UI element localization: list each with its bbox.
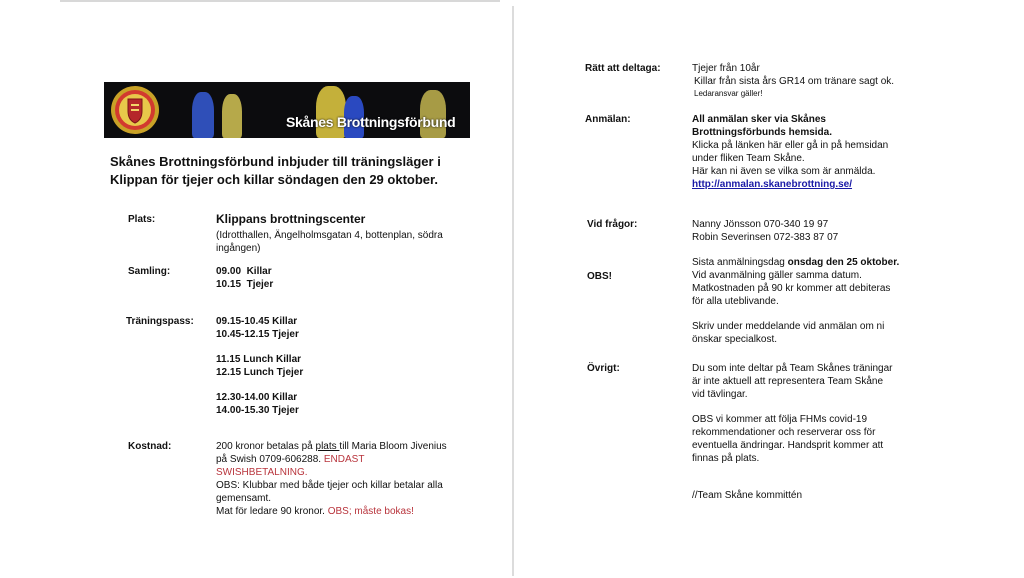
obs-text: Sista anmälningsdag onsdag den 25 oktober. Vid avanmälning gäller samma datum. Matkostnaden på 90 kr kommer att debiteras för alla uteblivande. Skriv under meddelande vid anmälan om ni önskar specialkost. [692, 257, 900, 345]
samling-label: Samling: [128, 266, 171, 277]
banner-title: Skånes Brottningsförbund [286, 114, 456, 130]
plats-detail: (Idrotthallen, Ängelholmsgatan 4, bottenplan, södra ingången) [216, 230, 443, 254]
wrestler-photo [192, 92, 214, 138]
signature: //Team Skåne kommittén [692, 490, 803, 501]
intro-text: Skånes Brottningsförbund inbjuder till träningsläger i Klippan för tjejer och killar söndagen den 29 oktober. [110, 154, 441, 187]
plats-value: Klippans brottningscenter [216, 212, 366, 226]
ratt-label: Rätt att deltaga: [585, 63, 661, 74]
ratt-text: Tjejer från 10år Killar från sista års GR14 om tränare sagt ok. Ledaransvar gäller! [692, 63, 895, 98]
ovrigt-text: Du som inte deltar på Team Skånes träningar är inte aktuell att representera Team Skåne vid tävlingar. OBS vi kommer att följa FHMs covid-19 rekommendationer och reserverar oss för eventuella ändringar. Handsprit kommer att finnas på plats. [692, 363, 893, 464]
wrestler-photo [316, 86, 346, 138]
header-banner [104, 82, 470, 138]
kostnad-text: 200 kronor betalas på plats till Maria Bloom Jivenius på Swish 0709-606288. ENDAST SWISHBETALNING. OBS: Klubbar med både tjejer och killar betalar alla gemensamt. Mat för ledare 90 kronor. OBS; måste bokas! [216, 441, 447, 517]
traningspass-label: Träningspass: [126, 316, 194, 327]
anmalan-label: Anmälan: [585, 114, 631, 125]
federation-crest-icon [110, 85, 160, 135]
plats-label: Plats: [128, 214, 156, 225]
ovrigt-label: Övrigt: [587, 363, 620, 374]
anmalan-text: All anmälan sker via Skånes Brottningsförbunds hemsida. Klicka på länken här eller gå in på hemsidan under fliken Team Skåne. Här kan ni även se vilka som är anmälda. http://anmalan.skanebrottning.se/ [692, 113, 932, 191]
fragor-label: Vid frågor: [587, 219, 638, 230]
samling-times: 09.00 Killar 10.15 Tjejer [216, 266, 274, 290]
wrestler-photo [222, 94, 242, 138]
traningspass-times: 09.15-10.45 Killar 10.45-12.15 Tjejer 11.15 Lunch Killar 12.15 Lunch Tjejer 12.30-14.00 Killar 14.00-15.30 Tjejer [216, 316, 304, 416]
obs-label: OBS! [587, 271, 612, 282]
kostnad-label: Kostnad: [128, 441, 172, 452]
registration-link[interactable]: http://anmalan.skanebrottning.se/ [692, 179, 853, 190]
fragor-contacts: Nanny Jönsson 070-340 19 97 Robin Severinsen 072-383 87 07 [692, 219, 839, 243]
